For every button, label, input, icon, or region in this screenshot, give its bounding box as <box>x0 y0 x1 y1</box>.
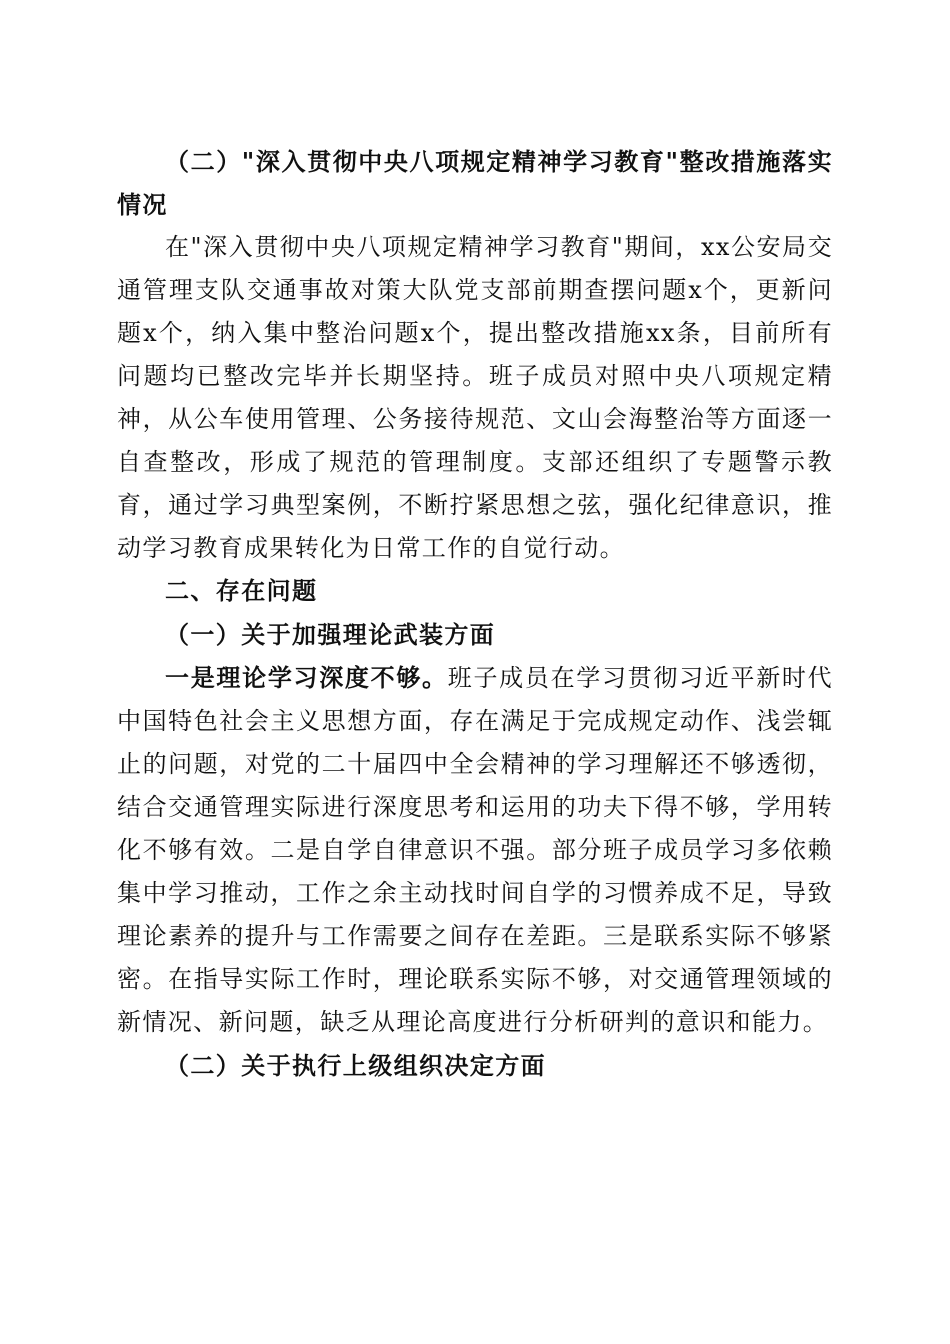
document-body <box>117 140 833 1087</box>
paragraph-theory <box>117 656 833 1044</box>
section-heading-rectification: （二）"深入贯彻中央八项规定精神学习教育"整改措施落实情况 <box>117 147 833 219</box>
subsection-title-theory: （一）关于加强理论武装方面 <box>165 620 496 649</box>
section-title-problems: 二、存在问题 <box>165 577 318 605</box>
paragraph-theory-rest: 班子成员在学习贯彻习近平新时代中国特色社会主义思想方面，存在满足于完成规定动作、浅尝辄止的问题，对党的二十届四中全会精神的学习理解还不够透彻，结合交通管理实际进行深度思考和运用的功夫下得不够，学用转化不够有效。二是自学自律意识不强。部分班子成员学习多依赖集中学习推动，工作之余主动找时间自学的习惯养成不足，导致理论素养的提升与工作需要之间存在差距。三是联系实际不够紧密。在指导实际工作时，理论联系实际不够，对交通管理领域的新情况、新问题，缺乏从理论高度进行分析研判的意识和能力。 <box>117 664 834 1036</box>
paragraph-rectification: 在"深入贯彻中央八项规定精神学习教育"期间，xx公安局交通管理支队交通事故对策大队党支部前期查摆问题x个，更新问题x个，纳入集中整治问题x个，提出整改措施xx条，目前所有问题均已整改完毕并长期坚持。班子成员对照中央八项规定精神，从公车使用管理、公务接待规范、文山会海整治等方面逐一自查整改，形成了规范的管理制度。支部还组织了专题警示教育，通过学习典型案例，不断拧紧思想之弦，强化纪律意识，推动学习教育成果转化为日常工作的自觉行动。 <box>117 233 833 562</box>
subsection-title-decisions: （二）关于执行上级组织决定方面 <box>165 1051 546 1080</box>
paragraph-theory-lead: 一是理论学习深度不够。 <box>165 663 448 692</box>
